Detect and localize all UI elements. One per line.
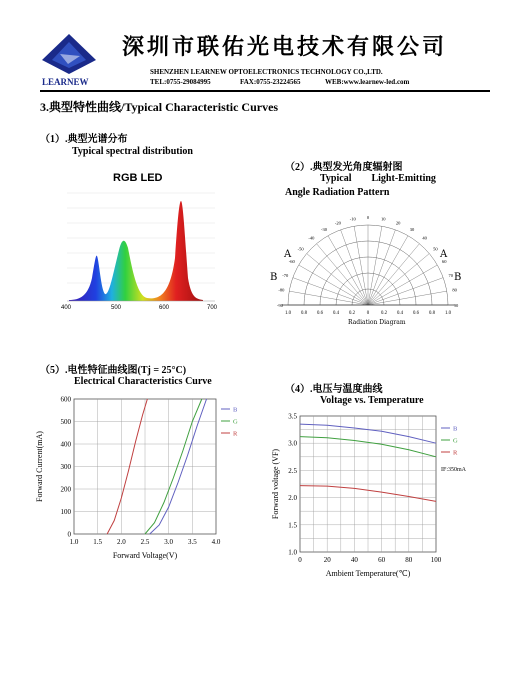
spectral-chart <box>55 168 230 318</box>
radiation-bottom-tick: 1.0 <box>445 311 451 316</box>
temperature-x-label: Ambient Temperature(℃) <box>325 569 411 578</box>
radiation-angle-label: 90 <box>453 303 459 308</box>
spectral-x-tick: 400 <box>61 305 72 311</box>
logo-text: LEARNEW <box>42 77 89 87</box>
radiation-caption: Radiation Diagram <box>348 319 406 326</box>
radiation-angle-label: -20 <box>334 220 341 226</box>
radiation-heading-en-2: Angle Radiation Pattern <box>285 187 390 198</box>
radiation-label-b-right: B <box>454 272 462 283</box>
radiation-bottom-tick: 0.8 <box>301 311 307 316</box>
radiation-angle-label: -70 <box>282 272 289 278</box>
electrical-x-tick: 2.0 <box>116 538 126 546</box>
spectrum-curve <box>69 201 203 301</box>
electrical-x-label: Forward Voltage(V) <box>112 551 178 560</box>
temperature-legend-label: G <box>453 437 458 445</box>
spectral-x-tick: 500 <box>111 305 122 311</box>
electrical-legend-label: R <box>233 430 238 438</box>
radiation-label-a-right: A <box>440 249 448 260</box>
spectral-heading-en: Typical spectral distribution <box>72 146 193 157</box>
tel: TEL:0755-29084995 <box>150 78 211 86</box>
electrical-y-tick: 0 <box>67 530 71 539</box>
electrical-y-tick: 300 <box>60 463 71 471</box>
header-rule <box>40 90 490 92</box>
radiation-angle-label: -50 <box>297 246 304 252</box>
radiation-angle-label: -60 <box>288 259 295 264</box>
radiation-bottom-tick: 0.4 <box>333 311 339 316</box>
electrical-y-tick: 600 <box>60 395 71 404</box>
temperature-chart <box>270 408 495 586</box>
radiation-bottom-tick: 0.2 <box>381 311 387 316</box>
electrical-heading-en: Electrical Characteristics Curve <box>74 376 212 387</box>
electrical-chart <box>30 390 260 565</box>
section-title: 3.典型特性曲线/Typical Characteristic Curves <box>40 100 279 114</box>
company-name-cn: 深圳市联佑光电技术有限公司 <box>122 34 448 60</box>
radiation-bottom-tick: 0.8 <box>429 311 435 316</box>
temperature-y-tick: 2.0 <box>288 494 297 503</box>
electrical-y-tick: 100 <box>60 508 71 516</box>
temperature-y-tick: 3.5 <box>288 412 297 421</box>
temperature-x-tick: 100 <box>430 556 442 564</box>
spectral-x-tick: 600 <box>159 305 170 311</box>
spectral-heading-cn: （1）.典型光谱分布 <box>40 134 128 145</box>
temperature-heading-en: Voltage vs. Temperature <box>320 395 424 406</box>
radiation-angle-label: -40 <box>308 235 315 241</box>
electrical-x-tick: 3.0 <box>164 538 174 546</box>
temperature-y-label: Forward voltage (VF) <box>271 448 280 520</box>
temperature-heading-cn: （4）.电压与温度曲线 <box>285 384 383 395</box>
temperature-y-tick: 2.5 <box>288 466 297 475</box>
web: WEB:www.learnew-led.com <box>325 78 410 86</box>
electrical-heading-cn: （5）.电性特征曲线图(Tj = 25°C) <box>40 365 187 376</box>
radiation-angle-label: 70 <box>448 272 453 278</box>
radiation-angle-label: 40 <box>422 235 427 241</box>
temperature-note: IF:350mA <box>441 467 467 473</box>
temperature-x-tick: 60 <box>378 556 386 564</box>
temperature-legend-label: R <box>453 449 458 457</box>
electrical-x-tick: 1.0 <box>69 538 79 546</box>
radiation-bottom-tick: 0 <box>366 311 370 316</box>
electrical-x-tick: 3.5 <box>187 538 197 546</box>
temperature-legend-label: B <box>453 425 458 433</box>
radiation-angle-label: 50 <box>433 246 438 252</box>
radiation-angle-label: -10 <box>349 216 356 222</box>
radiation-heading-en-1: Typical Light-Emitting <box>320 173 436 184</box>
temperature-y-tick: 1.5 <box>288 521 297 530</box>
temperature-x-tick: 40 <box>350 556 358 564</box>
radiation-angle-label: -90 <box>277 303 283 308</box>
radiation-angle-label: 30 <box>409 226 415 232</box>
electrical-y-tick: 200 <box>60 485 71 494</box>
temperature-y-tick: 3.0 <box>288 439 297 448</box>
spectral-x-tick: 700 <box>207 305 218 311</box>
radiation-bottom-tick: 0.2 <box>349 311 355 316</box>
radiation-angle-label: 20 <box>395 220 401 226</box>
radiation-angle-label: -80 <box>278 287 285 293</box>
electrical-legend-label: G <box>233 418 238 426</box>
electrical-x-tick: 2.5 <box>140 538 150 546</box>
electrical-y-label: Forward Current(mA) <box>35 431 44 502</box>
spectral-chart-title: RGB LED <box>113 172 163 184</box>
electrical-y-tick: 400 <box>60 440 71 449</box>
radiation-bottom-tick: 0.6 <box>317 311 323 316</box>
radiation-angle-label: 0 <box>366 215 370 220</box>
radiation-angle-label: 60 <box>441 259 447 264</box>
radiation-angle-label: -30 <box>321 226 327 232</box>
radiation-angle-label: 80 <box>452 287 457 293</box>
radiation-bottom-tick: 1.0 <box>285 311 291 316</box>
temperature-y-tick: 1.0 <box>288 548 297 557</box>
radiation-angle-label: 10 <box>381 216 386 222</box>
electrical-x-tick: 1.5 <box>93 538 103 546</box>
temperature-x-tick: 20 <box>323 556 331 564</box>
radiation-heading-cn: （2）.典型发光角度辐射图 <box>285 162 403 173</box>
electrical-legend-label: B <box>233 406 238 414</box>
radiation-diagram <box>268 205 468 335</box>
radiation-bottom-tick: 0.4 <box>397 311 403 316</box>
company-name-en: SHENZHEN LEARNEW OPTOELECTRONICS TECHNOLOGY CO.,LTD. <box>150 68 383 76</box>
fax: FAX:0755-23224565 <box>240 78 301 86</box>
electrical-y-tick: 500 <box>60 418 71 426</box>
temperature-x-tick: 0 <box>298 556 302 564</box>
radiation-bottom-tick: 0.6 <box>413 311 419 316</box>
radiation-label-a-left: A <box>284 249 292 260</box>
temperature-x-tick: 80 <box>405 556 413 564</box>
radiation-label-b-left: B <box>270 272 278 283</box>
electrical-x-tick: 4.0 <box>211 538 221 546</box>
